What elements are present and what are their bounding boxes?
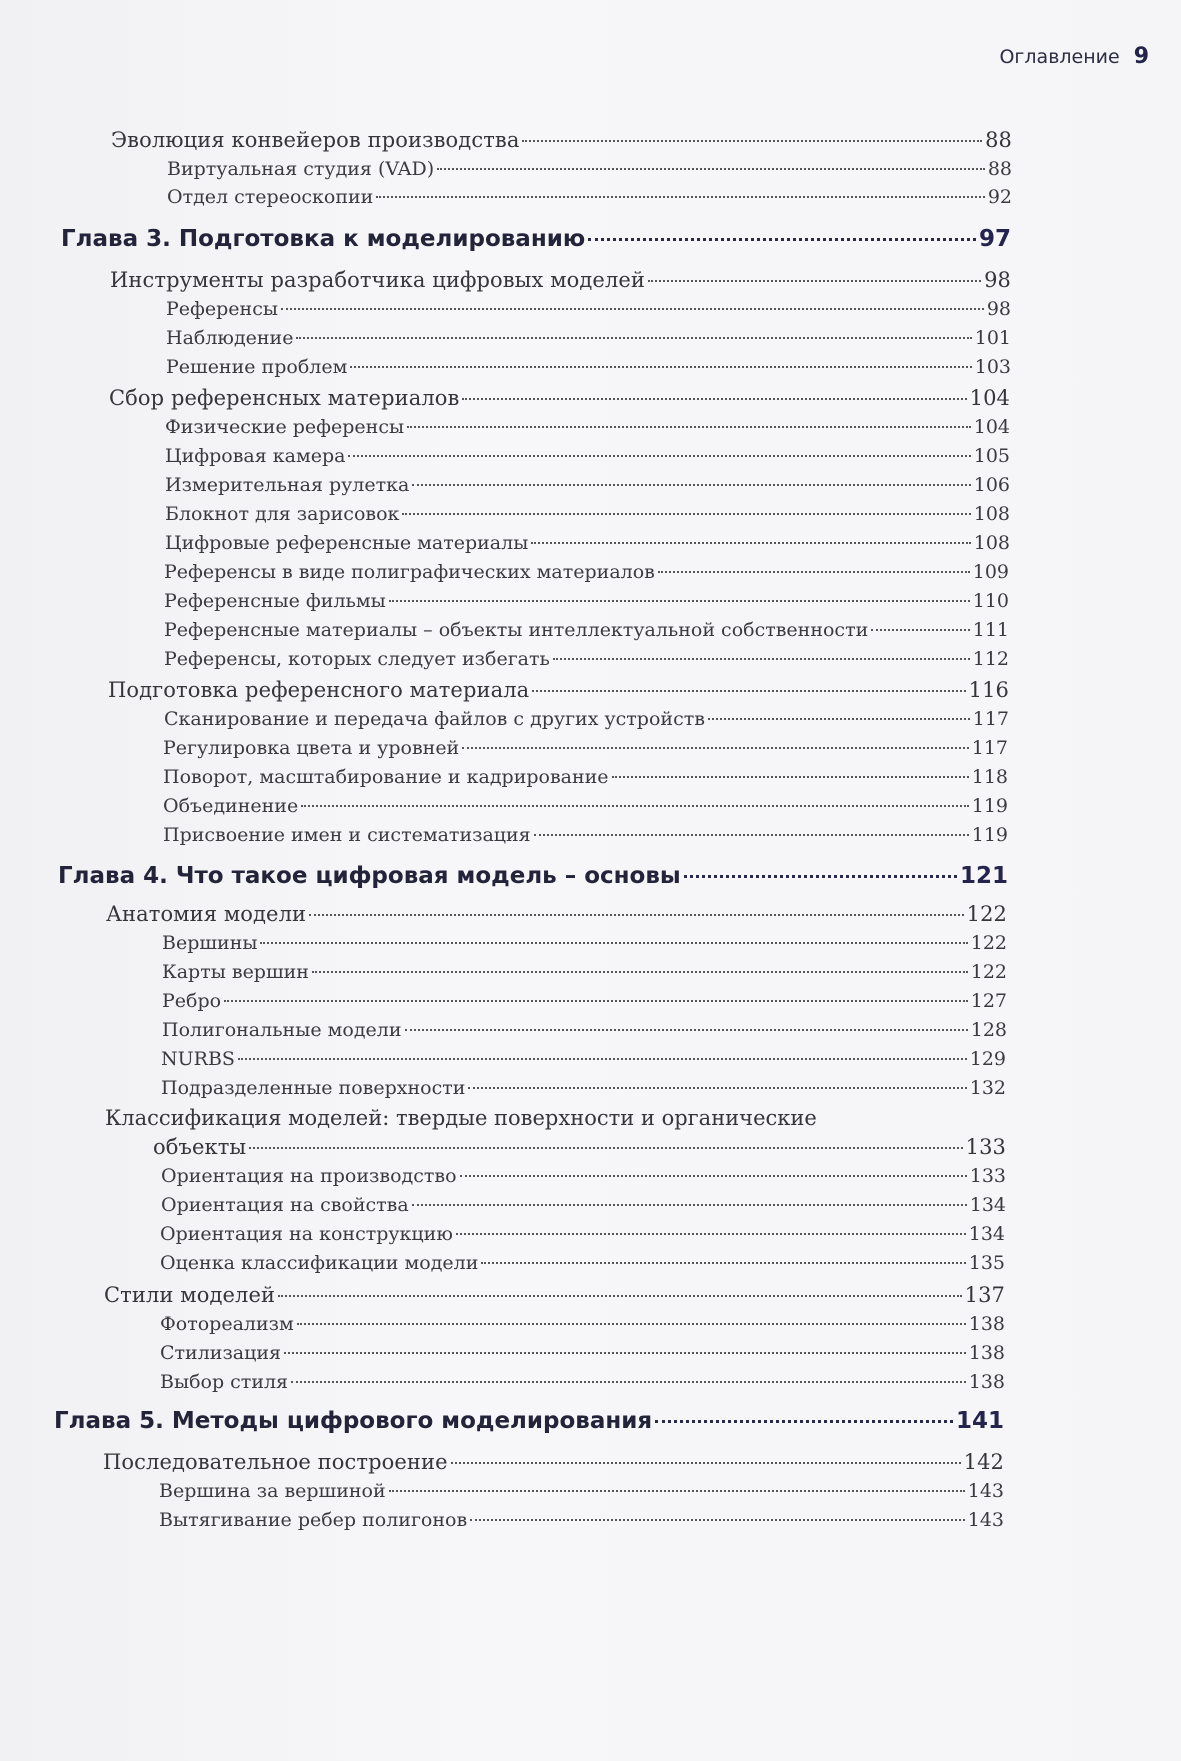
toc-subsection-entry: [167, 158, 1012, 180]
toc-entry-title: Ориентация на производство: [161, 1165, 457, 1187]
running-head: [999, 44, 1149, 69]
toc-entry-title: Эволюция конвейеров производства: [111, 128, 520, 152]
toc-page-number: 138: [968, 1371, 1005, 1393]
toc-section-entry: [108, 678, 1009, 702]
toc-entry-title: Полигональные модели: [162, 1019, 402, 1041]
toc-dot-leader: [278, 1295, 962, 1297]
toc-entry-title: Отдел стереоскопии: [167, 186, 374, 208]
toc-dot-leader: [412, 484, 970, 486]
toc-chapter-entry: [54, 1408, 1004, 1434]
toc-page-number: 121: [959, 863, 1008, 889]
running-head-page-number: 9: [1133, 44, 1149, 69]
toc-dot-leader: [350, 366, 971, 368]
toc-dot-leader: [296, 337, 971, 339]
toc-page-number: 101: [974, 327, 1011, 349]
toc-subsection-entry: [159, 1509, 1004, 1531]
toc-entry-title: Вершины: [162, 932, 258, 954]
toc-dot-leader: [481, 1262, 965, 1264]
toc-chapter-entry: [58, 863, 1008, 889]
toc-subsection-entry: [164, 708, 1009, 730]
toc-subsection-entry: [162, 932, 1007, 954]
toc-page-number: 104: [969, 386, 1010, 410]
toc-dot-leader: [684, 875, 957, 878]
toc-entry-title: Виртуальная студия (VAD): [167, 158, 435, 180]
toc-subsection-entry: [161, 1077, 1006, 1099]
toc-subsection-entry: [162, 961, 1007, 983]
toc-page-number: 129: [969, 1048, 1006, 1070]
toc-entry-title: Глава 4. Что такое цифровая модель – основы: [58, 863, 681, 889]
toc-entry-title: Инструменты разработчика цифровых моделей: [110, 268, 646, 292]
toc-entry-title: NURBS: [161, 1048, 235, 1070]
toc-subsection-entry: [160, 1342, 1005, 1364]
toc-page-number: 110: [972, 590, 1009, 612]
toc-page-number: 111: [972, 619, 1009, 641]
toc-entry-title: Объединение: [163, 795, 299, 817]
toc-entry-title: Карты вершин: [162, 961, 309, 983]
toc-page-number: 108: [973, 532, 1010, 554]
toc-entry-title: Блокнот для зарисовок: [165, 503, 400, 525]
toc-entry-title: Подразделенные поверхности: [161, 1077, 466, 1099]
toc-subsection-entry: [164, 590, 1009, 612]
toc-page-number: 133: [965, 1135, 1006, 1159]
toc-subsection-entry: [163, 766, 1008, 788]
toc-subsection-entry: [161, 1194, 1006, 1216]
toc-entry-title: Цифровые референсные материалы: [165, 532, 529, 554]
toc-entry-title: Глава 3. Подготовка к моделированию: [61, 226, 586, 252]
toc-page-number: 97: [978, 226, 1011, 252]
toc-entry-title: Референсы, которых следует избегать: [164, 648, 550, 670]
toc-entry-title: Анатомия модели: [106, 902, 307, 926]
toc-entry-title: Референсные материалы – объекты интеллектуальной собственности: [164, 619, 869, 641]
toc-entry-title: Ориентация на свойства: [161, 1194, 409, 1216]
toc-entry-title: Референсы: [166, 298, 278, 320]
toc-entry-title: Наблюдение: [166, 327, 294, 349]
toc-entry-title: Вершина за вершиной: [159, 1480, 386, 1502]
toc-page-number: 122: [970, 932, 1007, 954]
toc-entry-title: Глава 5. Методы цифрового моделирования: [54, 1408, 653, 1434]
toc-subsection-entry: [162, 1019, 1007, 1041]
toc-dot-leader: [456, 1233, 966, 1235]
toc-subsection-entry: [166, 327, 1011, 349]
toc-page-number: 127: [970, 990, 1007, 1012]
toc-subsection-entry: [160, 1223, 1005, 1245]
toc-dot-leader: [389, 1490, 965, 1492]
toc-page-number: 137: [964, 1283, 1005, 1307]
toc-subsection-entry: [163, 737, 1008, 759]
toc-dot-leader: [407, 426, 971, 428]
toc-dot-leader: [402, 513, 970, 515]
toc-entry-title: Физические референсы: [165, 416, 405, 438]
toc-subsection-entry: [159, 1480, 1004, 1502]
toc-page-number: 134: [969, 1194, 1006, 1216]
toc-dot-leader: [281, 308, 984, 310]
toc-section-entry: [104, 1283, 1005, 1307]
toc-entry-title: Выбор стиля: [160, 1371, 289, 1393]
toc-page-number: 141: [955, 1408, 1004, 1434]
toc-page-number: 118: [971, 766, 1008, 788]
toc-section-entry: [103, 1450, 1004, 1474]
toc-page-number: 138: [968, 1313, 1005, 1335]
toc-dot-leader: [291, 1381, 966, 1383]
running-head-section: Оглавление: [999, 46, 1120, 68]
toc-page-number: 112: [972, 648, 1009, 670]
toc-subsection-entry: [164, 619, 1009, 641]
toc-page-number: 105: [973, 445, 1010, 467]
toc-subsection-entry: [166, 356, 1011, 378]
toc-entry-title: Последовательное построение: [103, 1450, 448, 1474]
toc-page-number: 119: [971, 824, 1008, 846]
toc-page-number: 122: [970, 961, 1007, 983]
toc-dot-leader: [309, 914, 964, 916]
toc-subsection-entry: [160, 1252, 1005, 1274]
toc-subsection-entry: [164, 648, 1009, 670]
toc-page-number: 117: [971, 737, 1008, 759]
toc-dot-leader: [437, 168, 985, 170]
toc-section-entry: [153, 1135, 1006, 1159]
toc-subsection-entry: [160, 1371, 1005, 1393]
toc-entry-title: Подготовка референсного материала: [108, 678, 530, 702]
toc-chapter-entry: [61, 226, 1011, 252]
toc-page-number: 98: [986, 298, 1011, 320]
toc-entry-title: Регулировка цвета и уровней: [163, 737, 460, 759]
toc-dot-leader: [460, 1175, 967, 1177]
toc-dot-leader: [451, 1462, 961, 1464]
toc-dot-leader: [405, 1029, 968, 1031]
toc-entry-title: Измерительная рулетка: [165, 474, 410, 496]
toc-entry-title: Референсные фильмы: [164, 590, 386, 612]
toc-subsection-entry: [162, 990, 1007, 1012]
toc-page-number: 116: [968, 678, 1009, 702]
toc-subsection-entry: [163, 795, 1008, 817]
toc-subsection-entry: [163, 824, 1008, 846]
toc-subsection-entry: [167, 186, 1012, 208]
toc-dot-leader: [648, 280, 981, 282]
toc-dot-leader: [655, 1420, 953, 1423]
toc-dot-leader: [224, 1000, 968, 1002]
toc-subsection-entry: [166, 298, 1011, 320]
toc-dot-leader: [532, 690, 965, 692]
toc-entry-title: Фотореализм: [160, 1313, 294, 1335]
toc-page-number: 108: [973, 503, 1010, 525]
toc-page-number: 104: [973, 416, 1010, 438]
toc-dot-leader: [389, 600, 970, 602]
toc-page-number: 98: [984, 268, 1011, 292]
toc-page-number: 117: [972, 708, 1009, 730]
toc-subsection-entry: [160, 1313, 1005, 1335]
toc-dot-leader: [534, 834, 969, 836]
toc-dot-leader: [301, 805, 969, 807]
toc-subsection-entry: [161, 1048, 1006, 1070]
toc-page-number: 88: [985, 128, 1012, 152]
toc-entry-title: Цифровая камера: [165, 445, 346, 467]
toc-entry-title: Присвоение имен и систематизация: [163, 824, 531, 846]
toc-dot-leader: [249, 1147, 962, 1149]
toc-dot-leader: [312, 971, 968, 973]
toc-dot-leader: [284, 1352, 966, 1354]
toc-dot-leader: [376, 196, 984, 198]
toc-page-number: 92: [987, 186, 1012, 208]
toc-entry-title: Стилизация: [160, 1342, 282, 1364]
toc-entry-title: Оценка классификации модели: [160, 1252, 479, 1274]
toc-entry-title: Решение проблем: [166, 356, 348, 378]
toc-dot-leader: [553, 658, 970, 660]
toc-subsection-entry: [165, 474, 1010, 496]
toc-page-number: 88: [987, 158, 1012, 180]
toc-entry-title: Ребро: [162, 990, 222, 1012]
toc-dot-leader: [462, 398, 966, 400]
toc-entry-title: Сканирование и передача файлов с других устройств: [164, 708, 705, 730]
toc-entry-title: объекты: [153, 1135, 247, 1159]
toc-page-number: 138: [968, 1342, 1005, 1364]
toc-section-entry: [109, 386, 1010, 410]
toc-dot-leader: [531, 542, 970, 544]
toc-entry-title: Референсы в виде полиграфических материалов: [164, 561, 655, 583]
toc-subsection-entry: [165, 445, 1010, 467]
toc-dot-leader: [238, 1058, 967, 1060]
toc-page-number: 119: [971, 795, 1008, 817]
toc-section-entry: [106, 902, 1007, 926]
toc-subsection-entry: [161, 1165, 1006, 1187]
toc-subsection-entry: [165, 532, 1010, 554]
toc-dot-leader: [412, 1204, 967, 1206]
toc-dot-leader: [871, 629, 969, 631]
toc-section-entry: [110, 268, 1011, 292]
toc-entry-title: Поворот, масштабирование и кадрирование: [163, 766, 609, 788]
toc-entry-title: Сбор референсных материалов: [109, 386, 460, 410]
toc-entry-title-line: Классификация моделей: твердые поверхности и органические: [105, 1106, 817, 1130]
toc-page-number: 133: [969, 1165, 1006, 1187]
toc-entry-title: Ориентация на конструкцию: [160, 1223, 453, 1245]
toc-page-number: 128: [970, 1019, 1007, 1041]
toc-dot-leader: [260, 942, 967, 944]
toc-page-number: 135: [968, 1252, 1005, 1274]
toc-page-number: 103: [974, 356, 1011, 378]
toc-dot-leader: [612, 776, 969, 778]
toc-dot-leader: [470, 1519, 965, 1521]
toc-page-number: 134: [968, 1223, 1005, 1245]
toc-dot-leader: [522, 140, 982, 142]
toc-entry-title: Стили моделей: [104, 1283, 276, 1307]
toc-page-number: 132: [969, 1077, 1006, 1099]
toc-subsection-entry: [165, 503, 1010, 525]
toc-page-number: 142: [963, 1450, 1004, 1474]
toc-dot-leader: [348, 455, 970, 457]
toc-page-number: 122: [966, 902, 1007, 926]
toc-page-number: 143: [967, 1480, 1004, 1502]
toc-page-number: 106: [973, 474, 1010, 496]
toc-dot-leader: [297, 1323, 966, 1325]
toc-dot-leader: [468, 1087, 966, 1089]
toc-page-number: 143: [967, 1509, 1004, 1531]
toc-dot-leader: [462, 747, 969, 749]
toc-subsection-entry: [165, 416, 1010, 438]
toc-entry-title: Вытягивание ребер полигонов: [159, 1509, 468, 1531]
toc-dot-leader: [708, 718, 970, 720]
toc-subsection-entry: [164, 561, 1009, 583]
toc-dot-leader: [658, 571, 970, 573]
toc-dot-leader: [588, 238, 976, 241]
toc-section-entry: [111, 128, 1012, 152]
toc-page-number: 109: [972, 561, 1009, 583]
